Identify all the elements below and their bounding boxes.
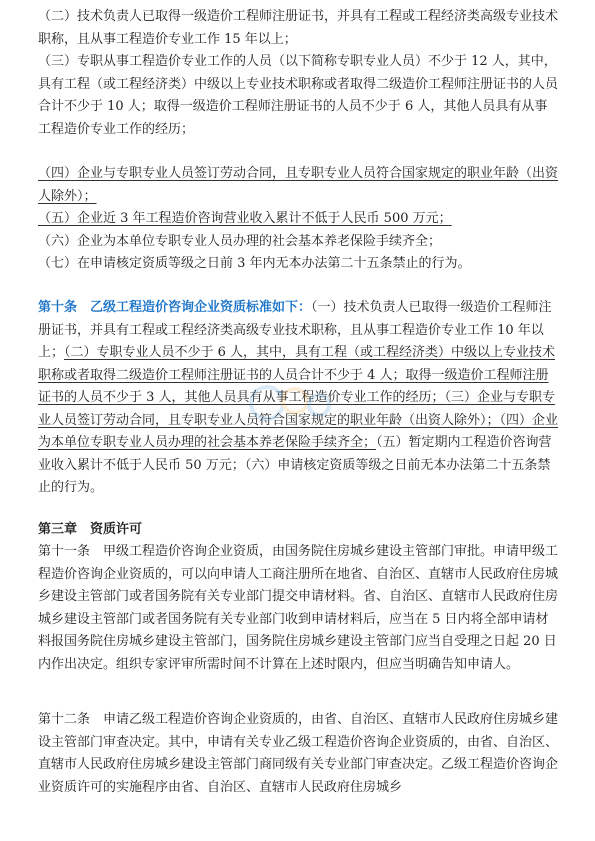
chapter-3-title: 第三章 资质许可 <box>38 522 143 537</box>
article-10-heading: 第十条 乙级工程造价咨询企业资质标准如下： <box>38 300 312 315</box>
requirement-item-5: （五）企业近 3 年工程造价咨询营业收入累计不低于人民币 500 万元； <box>38 211 452 226</box>
article-12: 第十二条 申请乙级工程造价咨询企业资质的，由省、自治区、直辖市人民政府住房城乡建设主管部门审查决定。其中，申请有关专业乙级工程造价咨询企业资质的，由省、自治区、直辖市人民政府住房城乡建设主管部门商同级有关专业部门审查决定。乙级工程造价咨询企业资质许可的实施程序由省、自治区、直辖市人民政府住房城乡 <box>38 712 559 795</box>
article-10-part-6: （六）申请核定资质等级之日前无本办法第二十五条禁止的行为。 <box>38 457 551 495</box>
requirement-item-2: （二）技术负责人已取得一级造价工程师注册证书，并具有工程或工程经济类高级专业技术职称，且从事工程造价专业工作 15 年以上； <box>38 9 559 47</box>
article-10-part-2-4: （二）专职专业人员不少于 6 人，其中，具有工程（或工程经济类）中级以上专业技术职称或者取得二级造价工程师注册证书的人员合计不少于 4 人；取得一级造价工程师注册证书的人员不少于 3 人，其他人员具有从事工程造价专业工作的经历；（三）企业与专职专业人员签订劳动合同，且专职专业人员符合国家规定的职业年龄（出资人除外）；（四）企业为本单位专职专业人员办理的社会基本养老保险手续齐全； <box>38 345 559 450</box>
article-10-part-1: （一）技术负责人已取得一级造价工程师注册证书，并具有工程或工程经济类高级专业技术职称，且从事工程造价专业工作 10 年以上； <box>38 300 552 360</box>
requirement-item-7: （七）在申请核定资质等级之日前 3 年内无本办法第二十五条禁止的行为。 <box>38 256 471 271</box>
requirement-item-4: （四）企业与专职专业人员签订劳动合同，且专职专业人员符合国家规定的职业年龄（出资人除外）； <box>38 166 559 204</box>
requirement-item-6: （六）企业为本单位专职专业人员办理的社会基本养老保险手续齐全； <box>38 234 442 249</box>
article-10-part-5: （五）暂定期内工程造价咨询营业收入累计不低于人民币 50 万元； <box>38 435 552 473</box>
article-11: 第十一条 甲级工程造价咨询企业资质，由国务院住房城乡建设主管部门审批。申请甲级工程造价咨询企业资质的，可以向申请人工商注册所在地省、自治区、直辖市人民政府住房城乡建设主管部门或者国务院有关专业部门提交申请材料。省、自治区、直辖市人民政府住房城乡建设主管部门或者国务院有关专业部门收到申请材料后，应当在 5 日内将全部申请材料报国务院住房城乡建设主管部门，国务院住房城乡建设主管部门应当自受理之日起 20 日内作出决定。组织专家评审所需时间不计算在上述时限内，但应当明确告知申请人。 <box>38 544 559 672</box>
article-10 <box>38 297 560 500</box>
requirement-item-3: （三）专职从事工程造价专业工作的人员（以下简称专职专业人员）不少于 12 人，其中，具有工程（或工程经济类）中级以上专业技术职称或者取得二级造价工程师注册证书的人员合计不少于 10 人；取得一级造价工程师注册证书的人员不少于 6 人，其他人员具有从事工程造价专业工作的经历； <box>38 54 559 137</box>
